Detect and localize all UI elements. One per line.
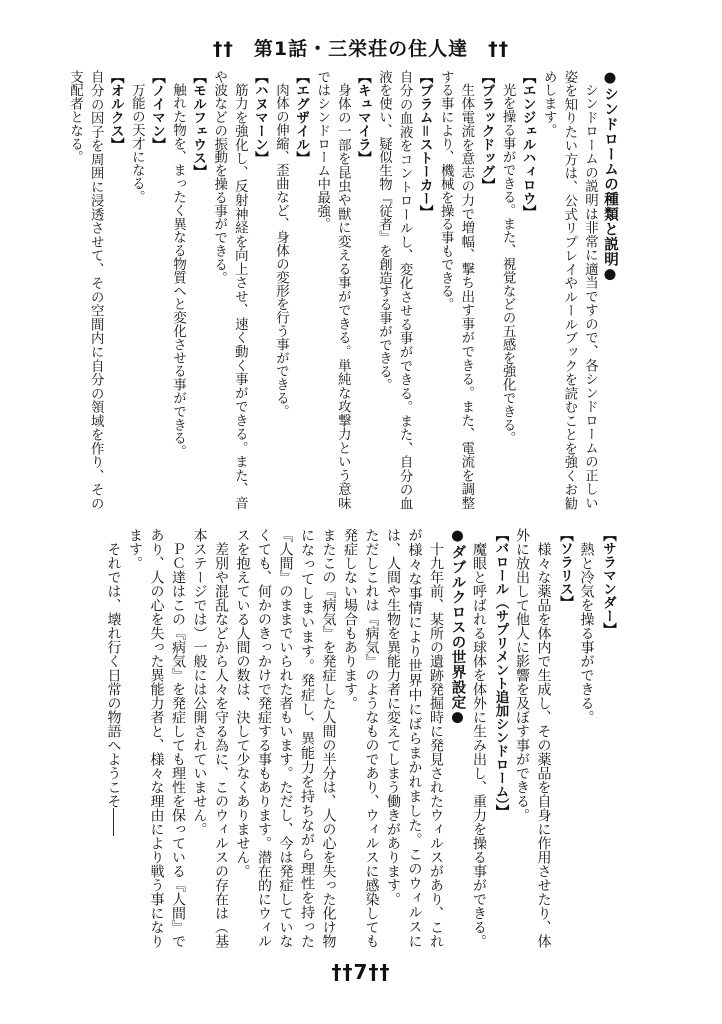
syndrome-desc-morpheus: 触れた物を、まったく異なる物質へと変化させる事ができる。 [170,83,186,459]
syndrome-desc-orcus: 自分の因子を周囲に浸透させて、その空間内に自分の領域を作り、その支配者となる。 [67,70,104,510]
world-paragraph: ＰＣ達はこの『病気』を発症しても理性を保っている『人間』であり、人の心を失った異能力者と、様々な理由により戦う事になります。 [127,528,186,948]
syndrome-intro: シンドロームの説明は非常に適当ですので、各シンドロームの正しい姿を知りたい方は、公式リプレイやルールブックを読むことを強くお勧めします。 [541,70,598,510]
syndrome-desc-salamandra: 熱と冷気を操る事ができる。 [578,542,595,724]
syndrome-desc-angel-halo: 光を操る事ができる。また、視覚などの五感を強化できる。 [500,83,516,446]
syndrome-desc-balor: 魔眼と呼ばれる球体を体外に生み出し、重力を操る事ができる。 [471,542,487,948]
syndrome-desc-neumann: 万能の天才になる。 [129,83,145,204]
syndrome-name-salamandra: 【サラマンダー】 [600,528,616,636]
syndrome-section [60,70,620,510]
syndrome-name-bram-stoker: 【ブラム＝ストーカー】 [416,70,433,219]
syndrome-desc-exile: 肉体の伸縮、歪曲など、身体の変形を行う事ができる。 [273,83,289,419]
syndrome-name-orcus: 【オルクス】 [107,70,124,151]
world-paragraph: 差別や混乱などから人々を守る為に、このウィルスの存在は（基本ステージでは）一般には公開されていません。 [191,528,229,948]
world-paragraph: またこの『病気』を発症した人間の半分は、人の心を失った化け物になってしまいます。発症し、異能力を持ちながら理性を持った『人間』のままでいられた者もいます。ただし、今は発症していなくても、何かのきっかけで発症する事もあります。潜在的にウィルスを抱えている人間の数は、決して少なくありません。 [234,528,337,948]
syndrome-name-neumann: 【ノイマン】 [148,70,165,151]
syndrome-name-angel-halo: 【エンジェルハィロウ】 [519,70,536,219]
world-paragraph: 十九年前、某所の遺跡発掘時に発見されたウィルスがあり、これが様々な事情により世界中にばらまかれました。このウィルスには、人間や生物を異能力者に変えてしまう働きがあります。 [385,528,444,948]
page-number: ††7†† [331,960,391,984]
syndrome-name-hanuman: 【ハヌマーン】 [251,70,268,165]
syndrome-name-black-dog: 【ブラックドッグ】 [478,70,495,192]
syndrome-section-heading: ●シンドロームの種類と説明● [602,70,618,283]
syndrome-desc-hanuman: 筋力を強化し、反射神経を向上させ、速く動く事ができる。また、音や波などの振動を操る事ができる。 [211,70,248,510]
world-section [62,528,618,948]
world-closing-line: それでは、壊れ行く日常の物語へようこそ―― [105,542,122,836]
syndrome-desc-black-dog: 生体電流を意志の力で増幅、撃ち出す事ができる。また、電流を調整する事により、機械を操る事もできる。 [438,70,474,510]
syndrome-name-solaris: 【ソラリス】 [557,528,573,609]
syndrome-name-morpheus: 【モルフェウス】 [190,70,207,178]
world-paragraph: ただしこれは『病気』のようなものであり、ウィルスに感染しても発症しない場合もあります。 [342,528,380,948]
syndrome-name-chimaera: 【キュマイラ】 [354,70,371,165]
syndrome-desc-solaris: 様々な薬品を体内で生成し、その薬品を自身に作用させたり、体外に放出して他人に影響を及ぼす事ができる。 [514,528,552,948]
syndrome-name-exile: 【エグザイル】 [293,70,310,165]
page-title: †† 第1話・三栄荘の住人達 †† [212,38,510,60]
syndrome-desc-chimaera: 身体の一部を昆虫や獣に変える事ができる。単純な攻撃力という意味ではシンドローム中最強。 [314,70,351,510]
syndrome-name-balor: 【バロール（サプリメント追加シンドローム）】 [492,528,509,819]
syndrome-desc-bram-stoker: 自分の血液をコントロールし、変化させる事ができる。また、自分の血液を使い、疑似生物『従者』を創造する事ができる。 [376,70,413,510]
world-section-heading: ●ダブルクロスの世界設定● [449,528,466,726]
